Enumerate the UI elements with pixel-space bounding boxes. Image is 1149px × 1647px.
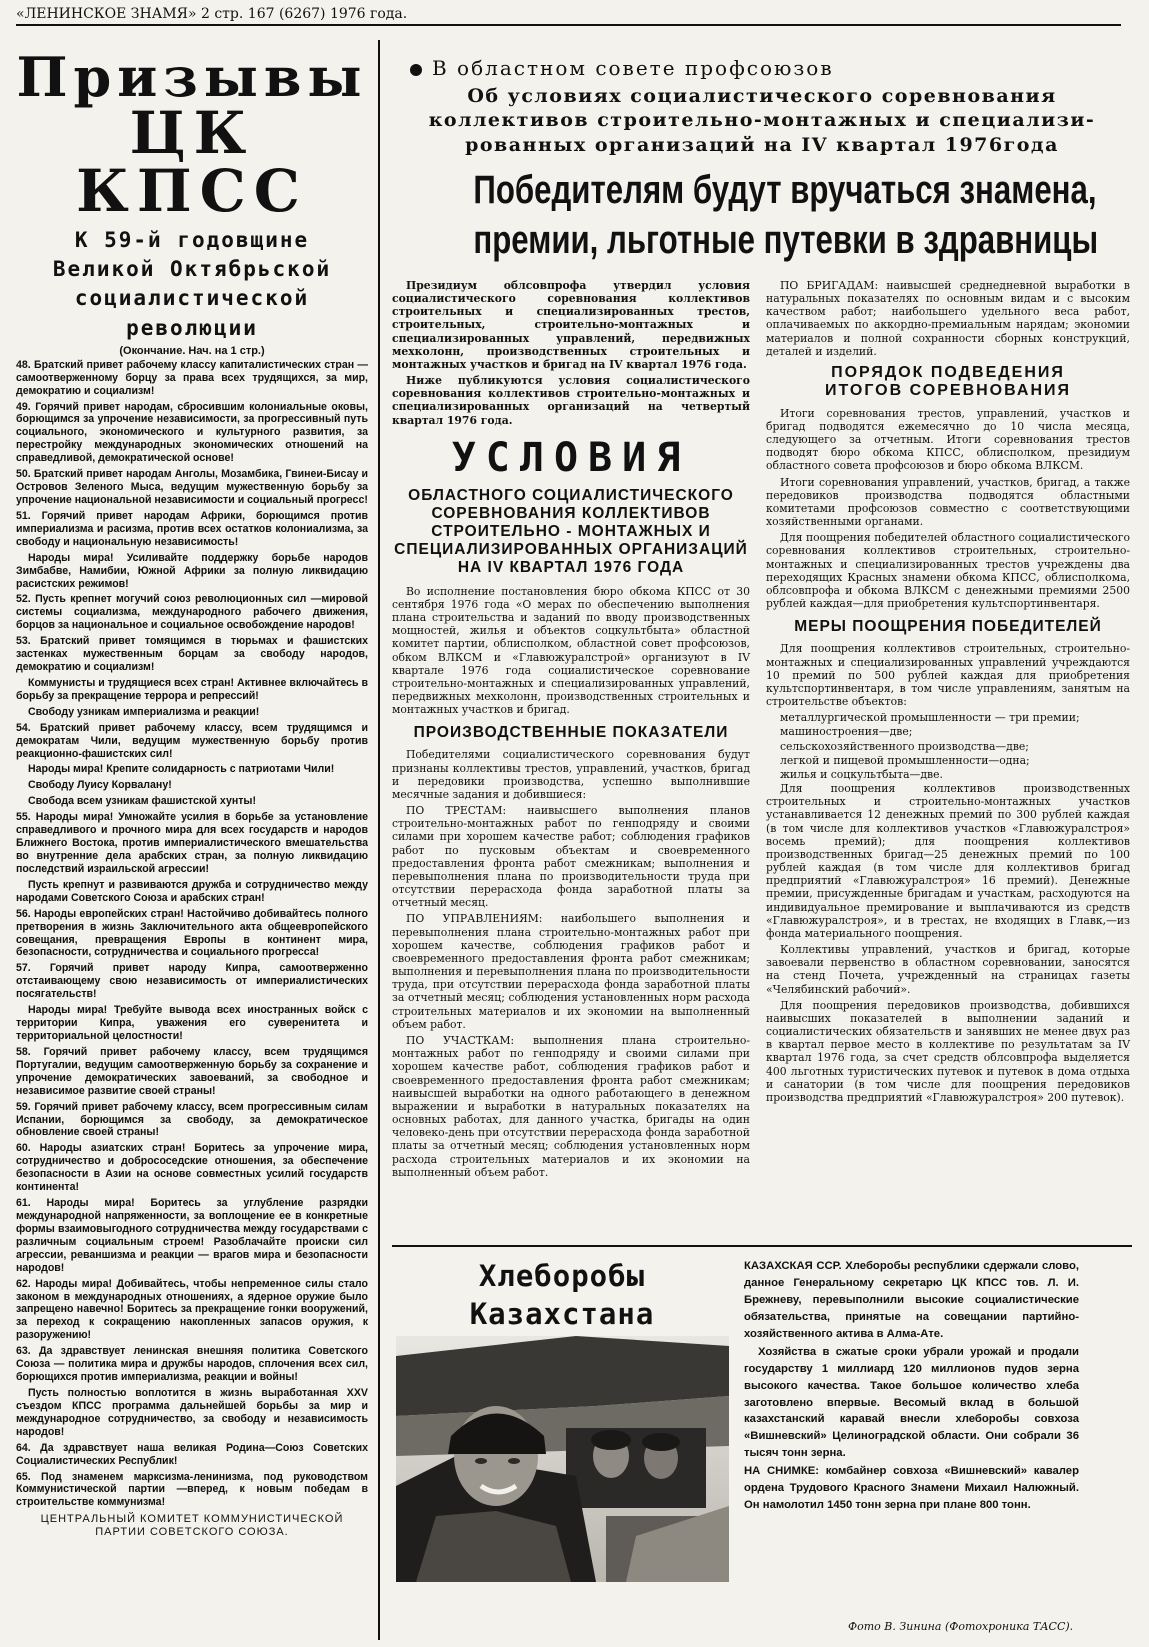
appeal-item: Народы мира! Усиливайте поддержку борьбе народов Зимбабве, Намибии, Южной Африки за полную ликвидацию расистских режимов! — [16, 551, 368, 590]
photo-credit: Фото В. Зинина (Фотохроника ТАСС). — [848, 1620, 1074, 1633]
appeal-item: 52. Пусть крепнет могучий союз революционных сил —мировой системы социализма, международного рабочего движения, борцов за национальное и социальное освобождение народов! — [16, 593, 368, 632]
order-line: ИТОГОВ СОРЕВНОВАНИЯ — [825, 382, 1071, 400]
body-para: ПО УЧАСТКАМ: выполнения плана строительно-монтажных работ по генподряду и своими силами при хорошем качестве работ, соблюдения графиков работ и своевременного предоставления фронта работ смежникам; наивысшей выработки на одного работающего в денежном выражении и выработки в натуральных показателях на основных работах, для данного участка, бригады на один человеко-день при отсутствии перерасхода фонда заработной платы за отчетный месяц; соблюдения установленных норм расхода строительных материалов и их экономии на выполненный объем работ. — [392, 1034, 750, 1179]
conditions-subtitle — [392, 487, 750, 577]
signature-line2: ПАРТИИ СОВЕТСКОГО СОЮЗА. — [95, 1526, 289, 1539]
appeal-item: Пусть крепнут и развиваются дружба и сотрудничество между народами Советского Союза и арабских стран! — [16, 878, 368, 904]
appeal-item: 58. Горячий привет рабочему классу, всем трудящимся Португалии, ведущим самоотверженную борьбу за сохранение и упрочение демократических завоеваний, за свободное и независимое развитие своей страны! — [16, 1045, 368, 1097]
cond-sub-line: НА IV КВАРТАЛ 1976 ГОДА — [457, 558, 685, 576]
page-header: «ЛЕНИНСКОЕ ЗНАМЯ» 2 стр. 167 (6267) 1976 года. — [16, 6, 1121, 26]
appeal-item: 56. Народы европейских стран! Настойчиво добивайтесь полного претворения в жизнь Заключительного акта общеевропейского совещания, превращения Европы в континент мира, безопасности, сотрудничества и социального прогресса! — [16, 907, 368, 959]
photo-caption: НА СНИМКЕ: комбайнер совхоза «Вишневский» кавалер ордена Трудового Красного Знамени Михаил Налюжный. Он намолотил 1450 тонн зерна при плане 800 тонн. — [744, 1465, 1079, 1512]
appeal-item: Народы мира! Требуйте вывода всех иностранных войск с территории Кипра, уважения его суверенитета и территориальной целостности! — [16, 1004, 368, 1042]
cond-sub-line: ОБЛАСТНОГО СОЦИАЛИСТИЧЕСКОГО — [408, 486, 734, 504]
appeals-subtitle-line4: революции — [126, 315, 258, 340]
appeal-item: 50. Братский привет народам Анголы, Мозамбика, Гвинеи-Бисау и Островов Зеленого Мыса, ведущим мужественную борьбу за упрочение национальной независимости и социальный прогресс! — [16, 468, 368, 506]
appeal-item: Пусть полностью воплотится в жизнь выработанная XXV съездом КПСС программа дальнейшей борьбы за мир и международное сотрудничество, за свободу и независимость народов! — [16, 1386, 368, 1438]
body-para: Для поощрения коллективов производственных строительных и строительно-монтажных участков устанавливается 12 денежных премий по 300 рублей каждая (в том числе для коллективов участков «Главюжуралстроя» восемь премий); для поощрения коллективов производственных бригад—25 денежных премий по 100 рублей каждая (в том числе для коллективов бригад предприятий «Главюжуралстроя» 16 премий). Денежные премии, присужденные бригадам и участкам, расходуются на индивидуальное премирование и выплачиваются из средств «Главюжуралстроя», и в трестах, не входящих в Главк,—из фонда материального поощрения. — [766, 782, 1130, 940]
kicker-line1: Об условиях социалистического соревнования — [467, 85, 1057, 107]
combine-operator-photo — [396, 1336, 729, 1582]
intro-para: Ниже публикуются условия социалистического соревнования коллективов строительно-монтажных и специализированных организаций на четвертый квартал 1976 года. — [392, 374, 750, 427]
list-item: жилья и соцкультбыта—две. — [780, 767, 943, 781]
body-para: ПО УПРАВЛЕНИЯМ: наибольшего выполнения и перевыполнения плана строительно-монтажных работ при хорошем качестве, соблюдения графиков работ и своевременного предоставления фронта работ смежникам; выполнения и перевыполнения плана по производительности труда, при отсутствии перерасхода фонда заработной платы за отчетный месяц; соблюдения установленных норм расхода строительных материалов и их экономии на выполненный объем работ. — [392, 912, 750, 1031]
body-para: ПО БРИГАДАМ: наивысшей среднедневной выработки в натуральных показателях по основным видам и с высоким качеством работ; наибольшего удельного веса работ, оплачиваемых по аккордно-премиальным нарядам; экономии материалов и полной сохранности сборных конструкций, деталей и изделий. — [766, 278, 1130, 358]
article-kicker — [392, 84, 1132, 157]
appeal-item: 62. Народы мира! Добивайтесь, чтобы непременное силы стало законом в международных отношениях, а ядерное оружие было запрещено навечно! Боритесь за прекращение гонки вооружений, за переход к сокращению накопленных запасов оружия, к разоружению! — [16, 1277, 368, 1342]
kaz-para: КАЗАХСКАЯ ССР. Хлеборобы республики сдержали слово, данное Генеральному секретарю ЦК КПСС тов. Л. И. Брежневу, перевыполнили высокие социалистические обязательства, принятые на совещании партийно-хозяйственного актива в Алма-Ате. — [744, 1260, 1079, 1340]
article-col2 — [766, 279, 1130, 1182]
appeals-title-line1: Призывы — [16, 50, 368, 109]
cond-sub-line: СПЕЦИАЛИЗИРОВАННЫХ ОРГАНИЗАЦИЙ — [394, 540, 748, 558]
cond-sub-line: СТРОИТЕЛЬНО - МОНТАЖНЫХ И — [431, 522, 711, 540]
list-item: сельскохозяйственного производства—две; — [780, 739, 1029, 753]
article-col1 — [392, 279, 750, 1182]
appeal-item: Коммунисты и трудящиеся всех стран! Активнее включайтесь в борьбу за прекращение террора и репрессий! — [16, 676, 368, 702]
appeal-item: 60. Народы азиатских стран! Боритесь за упрочение мира, сотрудничество и добрососедские отношения, за обеспечение безопасности в Азии на основе совместных усилий государств континента! — [16, 1142, 368, 1194]
appeal-item: 57. Горячий привет народу Кипра, самоотверженно отстаивающему свою независимость от империалистических посягательств! — [16, 962, 368, 1001]
order-line: ПОРЯДОК ПОДВЕДЕНИЯ — [831, 363, 1065, 381]
section-divider — [392, 1245, 1132, 1247]
appeal-item: 65. Под знаменем марксизма-ленинизма, под руководством Коммунистической партии —вперед, к новым победам в строительстве коммунизма! — [16, 1470, 368, 1509]
list-item: легкой и пищевой промышленности—одна; — [780, 753, 1030, 767]
appeal-item: 63. Да здравствует ленинская внешняя политика Советского Союза — политика мира и дружбы народов, сплочения всех сил, борющихся против империализма, реакции и войны! — [16, 1345, 368, 1384]
appeal-item: 54. Братский привет рабочему классу, всем трудящимся и демократам Чили, ведущим мужественную борьбу против реакционно-фашистских сил! — [16, 721, 368, 760]
appeal-item: 55. Народы мира! Умножайте усилия в борьбе за установление справедливого и прочного мира для всех государств и народов Ближнего Востока, против империалистического вмешательства во внутренние дела арабских стран, за полную ликвидацию последствий израильской агрессии! — [16, 811, 368, 875]
body-para: ПО ТРЕСТАМ: наивысшего выполнения планов строительно-монтажных работ по генподряду и своими силами при хорошем качестве работ; соблюдения графиков работ по пусковым объектам и своевременного предоставления фронта работ смежникам; выполнения и перевыполнения плана по производительности труда при отсутствии перерасхода фонда заработной платы за отчетный месяц. — [392, 804, 750, 910]
appeals-column — [16, 50, 368, 1640]
article-headline — [473, 165, 1099, 265]
appeals-list — [16, 359, 368, 1510]
body-para: Для поощрения коллективов строительных, строительно-монтажных и специализированных управлений учреждаются 10 премий по 500 рублей каждая для приобретения культспортинвентаря, в том числе управлениям, занятым на строительстве объектов: — [766, 642, 1130, 709]
appeal-item: 64. Да здравствует наша великая Родина—Союз Советских Социалистических Республик! — [16, 1441, 368, 1467]
kicker-line2: коллективов строительно-монтажных и специализи- — [428, 109, 1096, 132]
rubric-text: В областном совете профсоюзов — [432, 56, 834, 80]
kaz-para: Хозяйства в сжатые сроки убрали урожай и продали государству 1 миллиард 120 миллионов пудов зерна высокого качества. Такое большое количество хлеба заготовлено впервые. Весомый вклад в большой казахстанский каравай внесли хлеборобы совхоза «Вишневский» Целиноградской области. Они собрали 36 тысяч тонн зерна. — [744, 1345, 1079, 1460]
appeal-item: 53. Братский привет томящимся в тюрьмах и фашистских застенках мужественным борцам за свободу народов, демократию и социализм! — [16, 635, 368, 674]
bullet-icon — [410, 64, 422, 76]
appeal-item: 49. Горячий привет народам, сбросившим колониальные оковы, борющимся за упрочение независимости, за прогрессивный путь социального, экономического и культурного развития, за перестройку международных экономических отношений на справедливой, демократической основе! — [16, 400, 368, 465]
cond-sub-line: СОРЕВНОВАНИЯ КОЛЛЕКТИВОВ — [431, 504, 711, 522]
list-item: машиностроения—две; — [780, 725, 913, 739]
kaz-head-line1: Хлеборобы Казахстана — [469, 1259, 655, 1331]
body-para: Коллективы управлений, участков и бригад, которые завоевали первенство в областном соревновании, заносятся на стенд Почета, учрежденный на страницах газеты «Челябинский рабочий». — [766, 943, 1130, 996]
appeal-item: Свободу Луису Корвалану! — [28, 779, 172, 792]
section-heading-measures: МЕРЫ ПООЩРЕНИЯ ПОБЕДИТЕЛЕЙ — [794, 618, 1102, 636]
intro-para: Президиум облсовпрофа утвердил условия социалистического соревнования коллективов строительных и специализированных трестов, строительных, строительно-монтажных и специализированных управлений, передвижных мехколонн, производственных строительных и монтажных участков и бригад на IV квартал 1976 года. — [392, 278, 750, 371]
headline-line1: Победителям будут вручаться знамена, — [473, 167, 1097, 212]
appeal-item: 48. Братский привет рабочему классу капиталистических стран — самоотверженному борцу за права всех трудящихся, за мир, демократию и социализм! — [16, 358, 368, 397]
continuation-note: (Окончание. Нач. на 1 стр.) — [119, 344, 265, 357]
body-para: Итоги соревнования трестов, управлений, участков и бригад подводятся ежемесячно до 10 числа месяца, следующего за отчетным. Итоги соревнования трестов подводят бюро обкома КПСС, облисполком, президиум областного совета профсоюзов и бюро обкома ВЛКСМ. — [766, 406, 1130, 473]
appeals-subtitle-line1: К 59-й годовщине — [74, 228, 310, 252]
kazakhstan-text — [744, 1258, 1079, 1515]
rubric — [410, 56, 1132, 80]
column-divider — [378, 40, 380, 1640]
body-para: Для поощрения передовиков производства, добившихся наивысших показателей в выполнении заданий и социалистических обязательств и занявших не менее двух раз в квартал первое место в коллективе по результатам за IV квартал 1976 года, за счет средств облсовпрофа выделяется 400 льготных туристических путевок и путевок в дома отдыха и санатории (в том числе для поощрения передовиков производства предприятий «Главюжуралстроя» 200 путевок). — [766, 998, 1130, 1104]
article-body — [392, 279, 1132, 1182]
appeal-item: Свобода всем узникам фашистской хунты! — [28, 795, 257, 808]
section-heading-order — [766, 364, 1130, 401]
body-para: Победителями социалистического соревнования будут признаны коллективы трестов, управлений, участков, бригад и передовики производства, успешно выполнившие месячные задания и добившиеся: — [392, 748, 750, 801]
appeals-subtitle-line2: Великой Октябрьской — [52, 257, 332, 282]
list-item: металлургической промышленности — три премии; — [780, 711, 1080, 725]
appeals-title-line2: ЦК КПСС — [76, 99, 308, 225]
body-para: Итоги соревнования управлений, участков, бригад, а также передовиков производства подводятся областными комитетами профсоюзов совместно с соответствующими хозяйственными органами. — [766, 475, 1130, 529]
body-para: Во исполнение постановления бюро обкома КПСС от 30 сентября 1976 года «О мерах по обеспечению выполнения плана строительства и заданий по вводу производственных мощностей, жилья и объектов соцкультбыта» областной комитет партии, облисполком, областной совет профсоюзов, обком ВЛКСМ и «Главюжуралстрой» организуют в IV квартале 1976 года социалистическое соревнование строительно-монтажных и специализированных управлений, передвижных мехколонн, производственных строительных и монтажных участков и бригад. — [392, 584, 750, 717]
section-heading-indicators: ПРОИЗВОДСТВЕННЫЕ ПОКАЗАТЕЛИ — [413, 724, 729, 742]
kicker-line3: рованных организаций на IV квартал 1976года — [465, 133, 1059, 156]
appeal-item: 51. Горячий привет народам Африки, борющимся против империализма и расизма, против всех остатков колониализма, за свободу и национальную независимость! — [16, 509, 368, 548]
body-para: Для поощрения победителей областного социалистического соревнования коллективов строительных, строительно-монтажных и специализированных трестов учреждены два переходящих Красных знамени обкома КПСС, облисполкома, облсовпрофа и обкома ВЛКСМ с денежными премиями 2500 рублей каждая—для приобретения культспортинвентаря. — [766, 531, 1130, 611]
conditions-title: УСЛОВИЯ — [451, 434, 691, 481]
appeal-item: 61. Народы мира! Боритесь за углубление разрядки международной напряженности, за воплощение ее в конкретные формы взаимовыгодного сотрудничества между государствами с различным социальным строем! Разоблачайте происки сил агрессии, реваншизма и реакции — врагов мира и безопасности народов! — [16, 1197, 368, 1274]
appeals-subtitle-line3: социалистической — [74, 286, 310, 311]
appeal-item: Народы мира! Крепите солидарность с патриотами Чили! — [28, 763, 335, 776]
signature — [16, 1513, 368, 1539]
headline-line2: премии, льготные путевки в здравницы — [473, 217, 1099, 262]
appeal-item: Свободу узникам империализма и реакции! — [28, 705, 260, 718]
signature-line1: ЦЕНТРАЛЬНЫЙ КОМИТЕТ КОММУНИСТИЧЕСКОЙ — [40, 1513, 344, 1526]
appeal-item: 59. Горячий привет рабочему классу, всем прогрессивным силам Испании, борющимся за свободу, за демократическое обновление своей страны! — [16, 1100, 368, 1139]
